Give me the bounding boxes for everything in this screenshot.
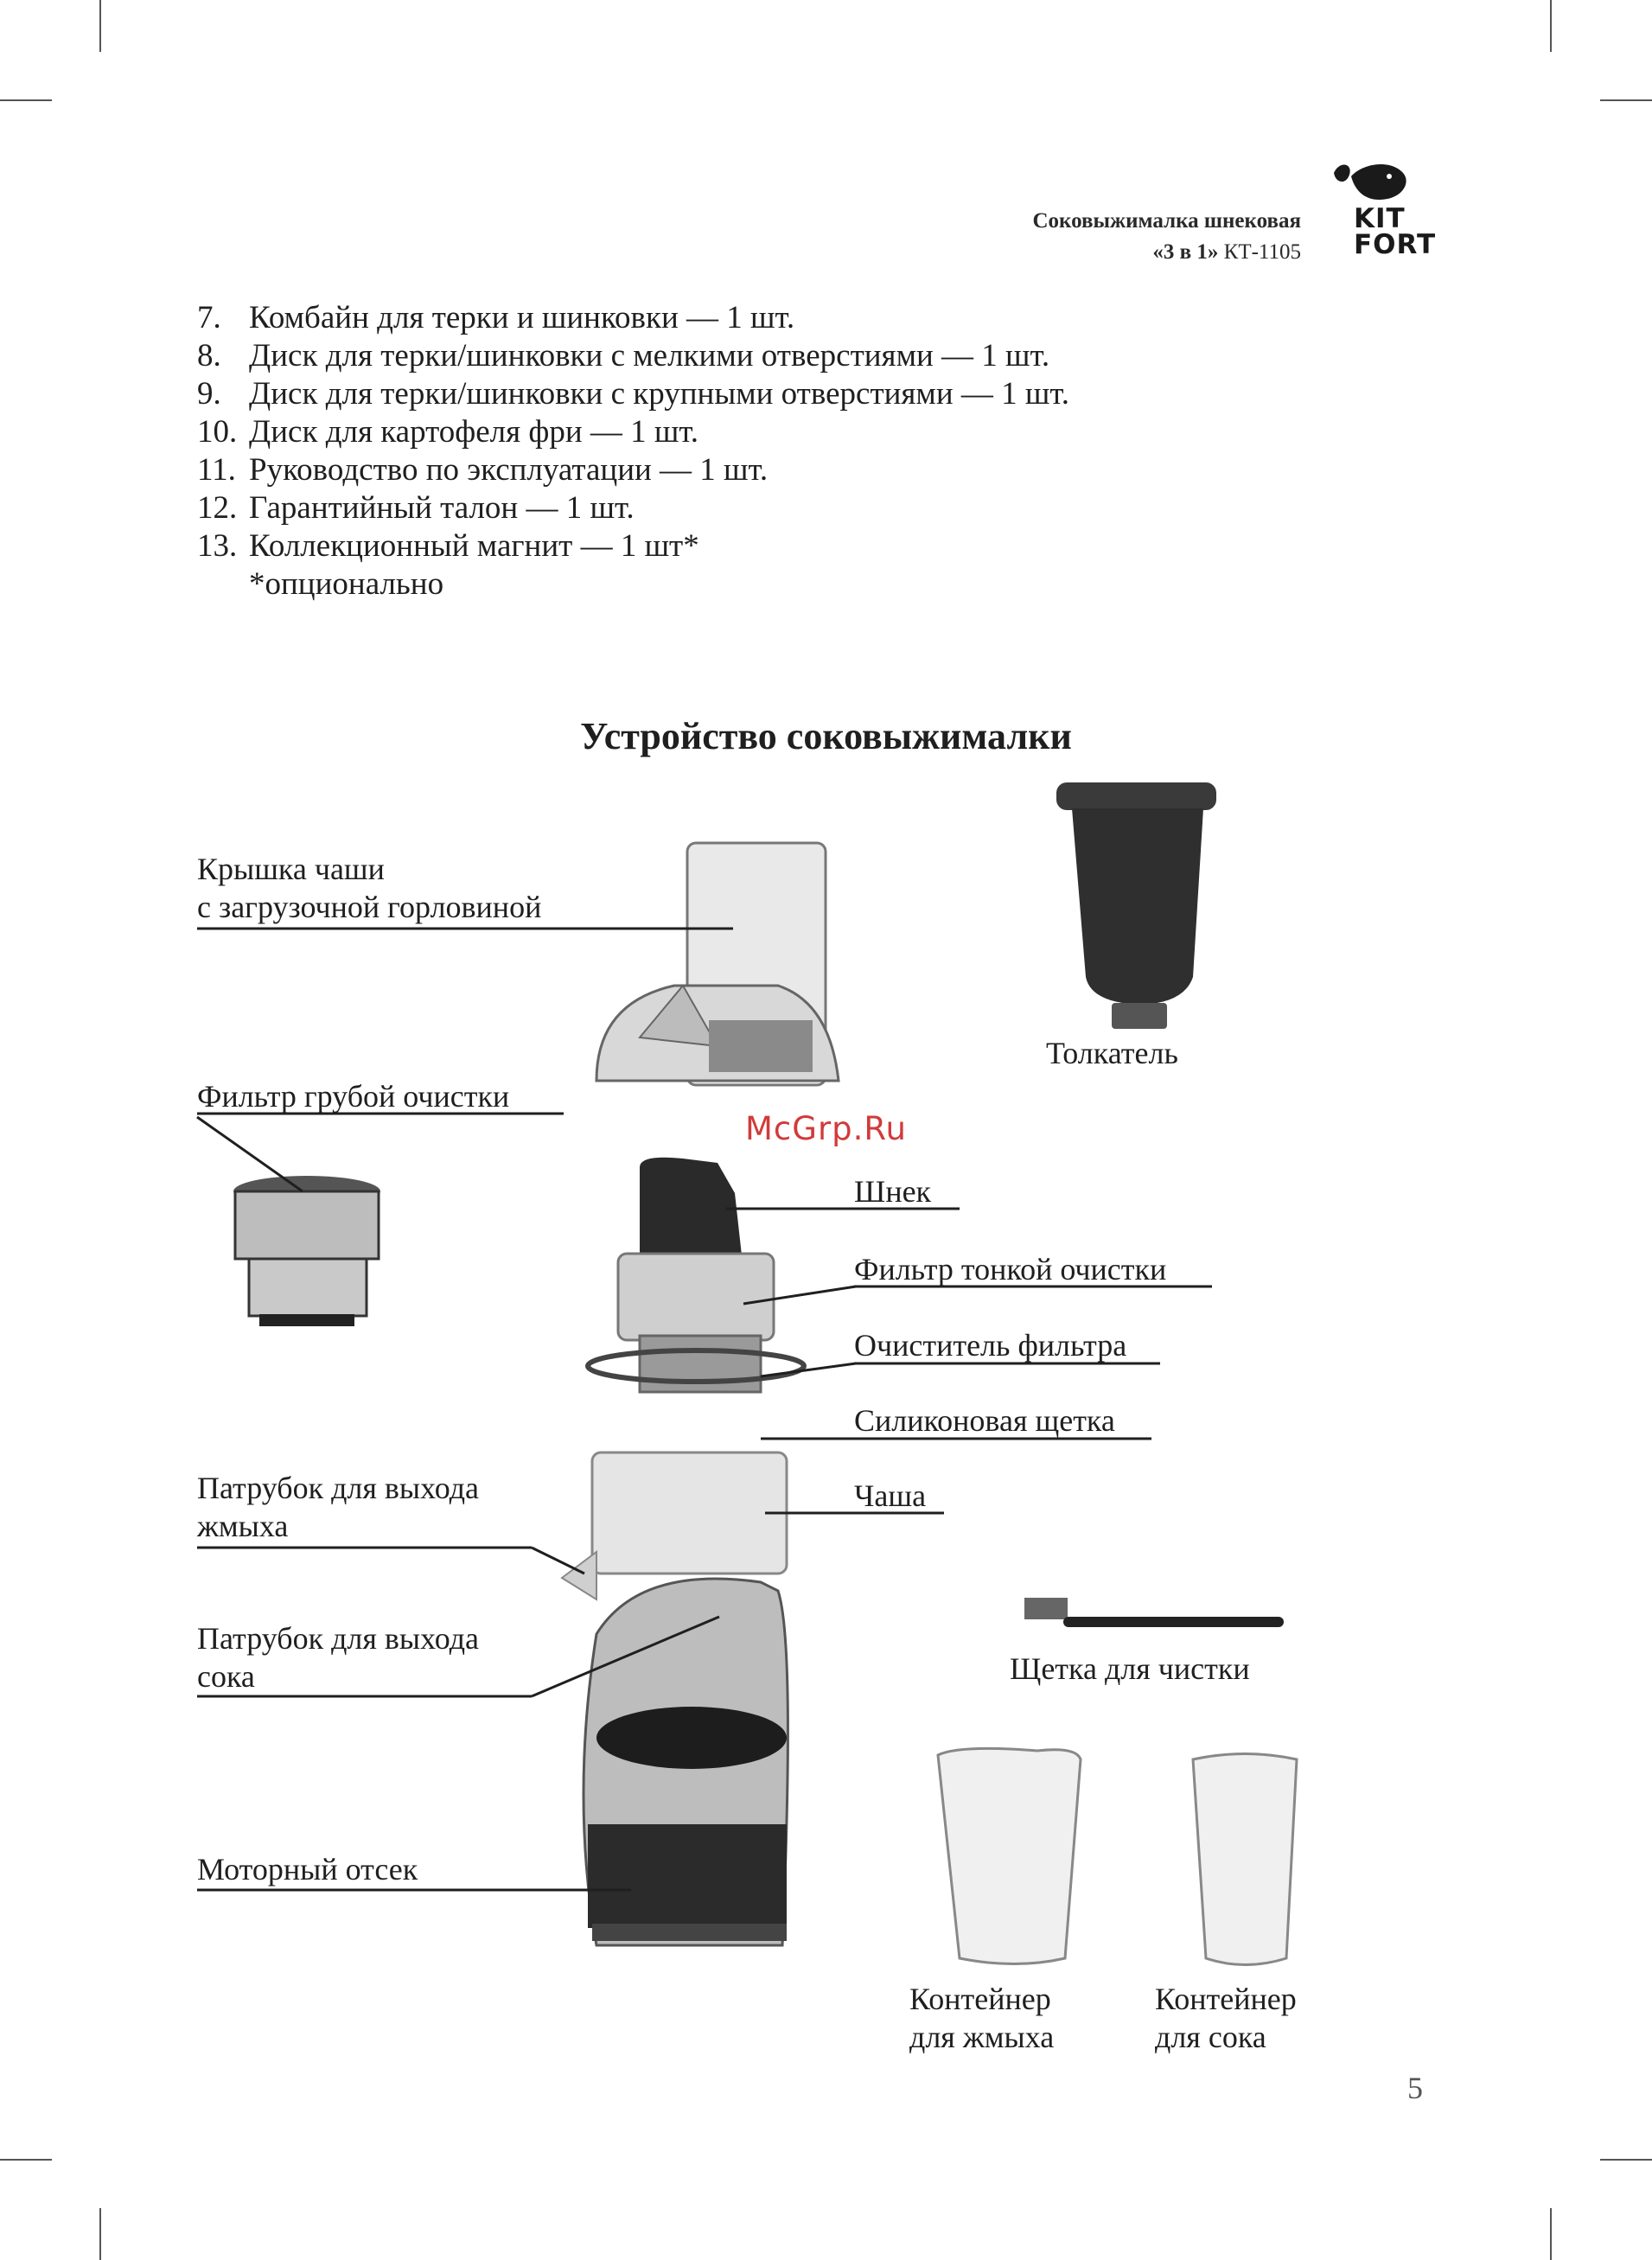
list-item-number: 7. [197, 300, 221, 335]
motor-label: Моторный отсек [197, 1852, 418, 1887]
list-item-text: Руководство по эксплуатации — 1 шт. [249, 452, 769, 488]
juice-container-label-line1: Контейнер [1155, 1982, 1297, 2016]
list-item-text: Диск для картофеля фри — 1 шт. [249, 414, 699, 450]
coarse-filter-drawing-icon [233, 1176, 380, 1326]
list-item-number: 9. [197, 376, 221, 412]
pulp-outlet-label-line1: Патрубок для выхода [197, 1471, 479, 1505]
bowl-label: Чаша [854, 1478, 927, 1513]
lid-label-line2: с загрузочной горловиной [197, 890, 542, 924]
lid-label [197, 850, 541, 926]
list-item-text: Гарантийный талон — 1 шт. [249, 490, 635, 526]
cleaning-brush-label: Щетка для чистки [1010, 1651, 1250, 1686]
list-item-text: Диск для терки/шинковки с мелкими отверстиями — 1 шт. [249, 338, 1050, 373]
pulp-container-label [909, 1980, 1054, 2056]
pulp-container-label-line1: Контейнер [909, 1982, 1051, 2016]
list-item-number: 13. [197, 528, 238, 564]
cleaning-brush-drawing-icon [1024, 1598, 1284, 1627]
header-title-line1: Соковыжималка шнековая [1032, 209, 1301, 233]
filter-cleaner-label: Очиститель фильтра [854, 1328, 1127, 1363]
watermark: McGrp.Ru [745, 1110, 907, 1147]
juice-outlet-label-line2: сока [197, 1659, 255, 1694]
silicone-brush-label: Силиконовая щетка [854, 1403, 1115, 1438]
juice-outlet-label-line1: Патрубок для выхода [197, 1621, 479, 1656]
juice-container-label [1155, 1980, 1297, 2056]
juice-container-label-line2: для сока [1155, 2020, 1266, 2054]
pulp-container-drawing-icon [938, 1748, 1081, 1963]
fine-filter-label: Фильтр тонкой очистки [854, 1252, 1167, 1286]
juicer-assembly-drawing-icon [562, 1158, 804, 1945]
list-item-number: 11. [197, 452, 236, 488]
lid-drawing-icon [596, 843, 839, 1085]
logo-text-line1: KIT [1354, 203, 1406, 234]
list-item-number: 8. [197, 338, 221, 373]
pulp-container-label-line2: для жмыха [909, 2020, 1055, 2054]
list-item-number: 12. [197, 490, 238, 526]
pulp-outlet-label-line2: жмыха [197, 1509, 289, 1543]
pusher-drawing-icon [1056, 782, 1216, 1029]
auger-label: Шнек [854, 1174, 932, 1209]
pusher-label: Толкатель [1046, 1036, 1178, 1070]
header-title-bold: «3 в 1» [1152, 240, 1219, 264]
list-item-text: *опционально [249, 566, 444, 602]
logo-text-line2: FORT [1354, 229, 1437, 260]
coarse-filter-label: Фильтр грубой очистки [197, 1079, 510, 1114]
list-item-number: 10. [197, 414, 238, 450]
section-title: Устройство соковыжималки [580, 715, 1072, 757]
lid-label-line1: Крышка чаши [197, 852, 385, 886]
juice-container-drawing-icon [1193, 1754, 1297, 1965]
header-model: КТ-1105 [1223, 240, 1301, 264]
juice-outlet-label [197, 1619, 479, 1695]
page-number: 5 [1407, 2071, 1423, 2105]
list-item-text: Коллекционный магнит — 1 шт* [249, 528, 699, 564]
list-item-text: Диск для терки/шинковки с крупными отверстиями — 1 шт. [249, 376, 1070, 412]
list-item-text: Комбайн для терки и шинковки — 1 шт. [249, 300, 795, 335]
pulp-outlet-label [197, 1469, 479, 1545]
